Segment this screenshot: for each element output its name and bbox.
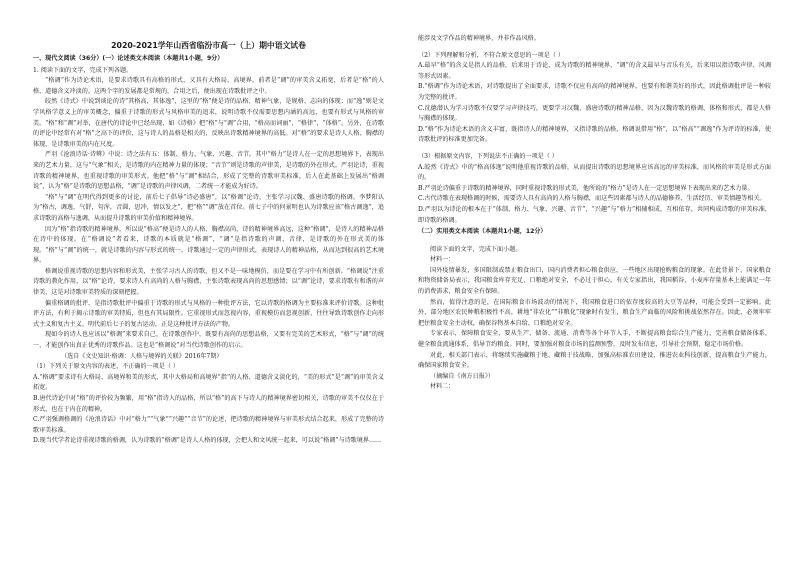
option-c: C.沈德潜认为学习诗歌不仅要学习声律技巧，更要学习汉魏、盛唐诗歌的精神品格，因为汉魏诗歌的格调、体格和形式，都是人格与胸襟的体现。 [418, 104, 771, 123]
continued-line: 能涉及文学作品的精神境界，并非作品风格。 [418, 35, 540, 42]
option-a: A.皎然《诗式》中的“格高体逸”说明他重视诗歌的品格，从而提出诗歌的思想境界应该高远的审美标准，而风格的审美是形式方面的。 [418, 163, 771, 182]
paragraph: “格调”作为诗论术语，是要求诗歌具有高格的形式，又具有大格局、高境界，前者是“调”的审美含义拓宽，后者是“格”的人格、道德含义冲淡的。这两个字的发展都是常规的，合用之后，便出现在诗歌批评之中。 [33, 77, 384, 95]
question-1: （1）下列关于原文内容的表述，不正确的一项是（ ） [33, 363, 179, 371]
material-label: 材料一： [430, 256, 455, 264]
paragraph: “格”与“调”在明代得到更多的讨论，前后七子倡导“诗必盛唐”，以“格调”论诗，主张学习汉魏、盛唐诗歌的格调。李梦阳认为“格古，调逸，气舒，句浑，音圆，思冲，情以发之”，把“格”“调”放在首位。前七子中的何景明也认为诗歌应该“格古调逸”，追求诗歌的高格与逸调，从而提升诗歌的审美价值和精神境界。 [33, 193, 384, 222]
material-label: 材料二： [430, 383, 455, 391]
option-b: B.唐代诗论中对“格”的评价较为频繁，用“格”指诗人的品格，所以“格”的高下与诗人的精神境界密切相关，诗歌的审美不仅仅在于形式，也在于内在的精神。 [33, 395, 384, 413]
paragraph: 然而，值得注意的是，在国际粮食市场波动的情况下，我国粮食进口的依存度较高的大豆等品种，可能会受到一定影响。此外，部分地区农民种粮积极性不高，耕地“非农化”“非粮化”现象时有发生，粮食生产面临的风险和挑战依然存在。因此，必须牢牢把住粮食安全主动权，确保谷物基本自给、口粮绝对安全。 [418, 298, 771, 327]
option-d: D.“格”作为诗论术语的含义丰富，既指诗人的精神境界，又指诗歌的品格，格调说借用“格”，以“格高”“调逸”作为评诗的标准，使诗歌批评的标准更加完备。 [418, 125, 771, 144]
question-2: （2）下列理解和分析，不符合原文意思的一项是（ ） [418, 51, 564, 59]
paragraph: 现如今的诗人也应该以“格调”来要求自己，在诗歌创作中，既要有高尚的思想品格，又要有完美的艺术形式，“格”与“调”的统一，才能创作出真正优秀的诗歌作品。这也是“格调说”对当代诗歌创作的启示。 [33, 331, 384, 350]
instruction: 阅读下面的文字，完成下面小题。 [430, 245, 522, 253]
option-a: A.最早“格”的含义是指人的品格，后来用于诗论，成为诗歌的精神境界，“调”的含义最早与音乐有关，后来用以指诗歌声律、风调等形式因素。 [418, 62, 771, 80]
source-note: （摘编自《南方日报》） [430, 372, 494, 380]
paragraph: 对此，相关部门表示，将继续实施藏粮于地、藏粮于技战略，加强高标准农田建设，推进农业科技创新，提高粮食生产能力，确保国家粮食安全。 [418, 351, 771, 370]
section-heading-1: 一、现代文阅读（36分）(一）论述类文本阅读（本题共1小题，9分） [33, 55, 224, 62]
option-c: C.古代诗歌在表现格调的时候，需要诗人具有高尚的人格与胸襟，而这些因素都与诗人的品德修养、生活经历、审美情趣等相关。 [418, 195, 766, 203]
question-3: （3）根据原文内容，下列说法不正确的一项是（ ） [418, 152, 558, 160]
option-b: B.“格调”作为诗论术语，对诗歌提出了全面要求，诗歌不仅应有高尚的精神境界，也要有和谐美好的形式，因此格调批评是一种较为完整的批评。 [418, 83, 771, 101]
option-b: B.严羽论诗偏重于诗歌的精神境界，同时重视诗歌的形式美，他所说的“格力”是诗人在一定思想境界下表现出来的艺术力量。 [418, 184, 754, 192]
page-title: 2020-2021学年山西省临汾市高一（上）期中语文试卷 [111, 41, 306, 50]
paragraph: 国外疫情暴发，多国限制或禁止粮食出口，国内消费者担心粮食供应，一些地区出现抢购粮食的现象。在此背景下，国家粮食和物资储备局表示，我国粮食库存充足，口粮绝对安全，不必过于担心。有关专家指出，我国稻谷、小麦库存量基本上能满足一年的消费需求，粮食安全有保障。 [418, 266, 771, 296]
option-c: C.严羽强调格调的《沧浪诗话》中对“格力”“气象”“兴趣”“音节”的论述，把诗歌的精神境界与审美形式结合起来，形成了完整的诗歌审美标准。 [33, 416, 384, 434]
instruction: 1. 阅读下面的文字，完成下列各题。 [33, 66, 133, 74]
paragraph: 专家表示，保障粮食安全，要从生产、储备、流通、消费等各个环节入手，不断提高粮食综合生产能力，完善粮食储备体系，健全粮食流通体系，倡导节约粮食。同时，要加强对粮食市场的监测预警，及时发布信息，引导社会预期，稳定市场价格。 [418, 330, 771, 349]
paragraph: 偏重格调的批评，是指诗歌批评中偏重于诗歌的形式与风格的一种批评方法，它以诗歌的格调为主要标准来评价诗歌。这种批评方法，有利于揭示诗歌的审美特质，但也有其局限性。它重视形式而忽视内容，重视模仿而忽视创新，往往导致诗歌创作走向形式主义和复古主义。明代前后七子的复古运动，正是这种批评方法的产物。 [33, 299, 384, 328]
paragraph: 格调说重视诗歌的思想内容和形式美，主张学习古人的诗歌，但又不是一味地模仿，而是要在学习中有所创新。“格调说”注重诗歌的教化作用，以“格”论诗，要求诗人有高尚的人格与胸襟，主张诗歌表现高尚的思想感情；以“调”论诗，要求诗歌有和谐的声律美，这是对诗歌审美特质的深刻把握。 [33, 267, 384, 297]
section-heading-2: （二）实用类文本阅读（本题共1小题，12分） [418, 228, 547, 236]
paragraph: 皎然《诗式》中说到谈论的诗“其格高，其体逸”，这里的“格”便是诗的品格、精神气象，是规格、志向的体现；而“逸”则是文学风格学意义上的审美概念，偏重于诗歌的形式与风格审美的追求，说明诗歌不仅需要思想内涵的高远，也要有形式与风格的审美。“格”和“调”对举，在唐代的诗论中已经出现，如《诗格》把“格”与“调”合用，“格高而词丽”，“格律”，“体格”。另外，在诗歌的评论中经常有对“格”之高下的评价，这与诗人的品格是相关的，反映出诗歌精神境界的高低。对“格”的要求是诗人人格、胸襟的体现，是诗歌审美的内在尺度。 [33, 98, 384, 148]
left-column [33, 32, 384, 550]
option-a: A.“格调”要求诗有大格局、高境界和美的形式，其中大格局和高境界“指”的人格、道德含义淡化的，“美的形式”是“调”的审美含义拓宽。 [33, 373, 384, 392]
paragraph: 严羽《沧浪诗话·诗辨》中说：诗之法有五：体制、格力、气象、兴趣、音节。其中“格力”是诗人在一定的思想境界下，表现出来的艺术力量，这与“气象”相关，是诗歌的内在精神力量的体现；“音节”则是诗歌的声律美，是诗歌的外在形式。严羽论诗，重视诗歌的精神境界，也重视诗歌的审美形式。他把“格”与“调”相结合，形成了完整的诗歌审美标准，后人在此基础上发展出“格调说”，认为“格”是诗歌的思想品格，“调”是诗歌的声律风调，二者统一才能成为好诗。 [33, 151, 384, 191]
paragraph: 因为“格”指诗歌的精神境界，所以说“格高”便是诗人的人格、胸襟高尚，诗的精神境界高远，这种“格调”，是诗人的精神品格在诗中的体现。在“格调说”者看来，诗歌的本质就是“格调”，“调”是指诗歌的声调、音律，是诗歌的外在形式美的体现。“格”与“调”的统一，就是诗歌的内容与形式的统一。诗歌通过一定的声律形式，表现诗人的精神品格，从而达到很高的艺术境界。 [33, 225, 384, 265]
right-column [418, 34, 771, 550]
source-note: （选自《文史知识·格调：人格与境界的关联》2016年7期） [61, 352, 223, 360]
option-d: D.现当代学者论诗重视诗歌的格调，认为诗歌的“格调”是诗人人格的体现，会把人和文风统一起来，可以说“格调”与诗歌境界…… [33, 437, 382, 445]
option-d: D.严羽以为诗论的根本在于“体制、格力、气象、兴趣、音节”，“兴趣”与“格力”相辅相成，互相依存，共同构成诗歌的审美标准，即诗歌的格调。 [418, 205, 771, 224]
